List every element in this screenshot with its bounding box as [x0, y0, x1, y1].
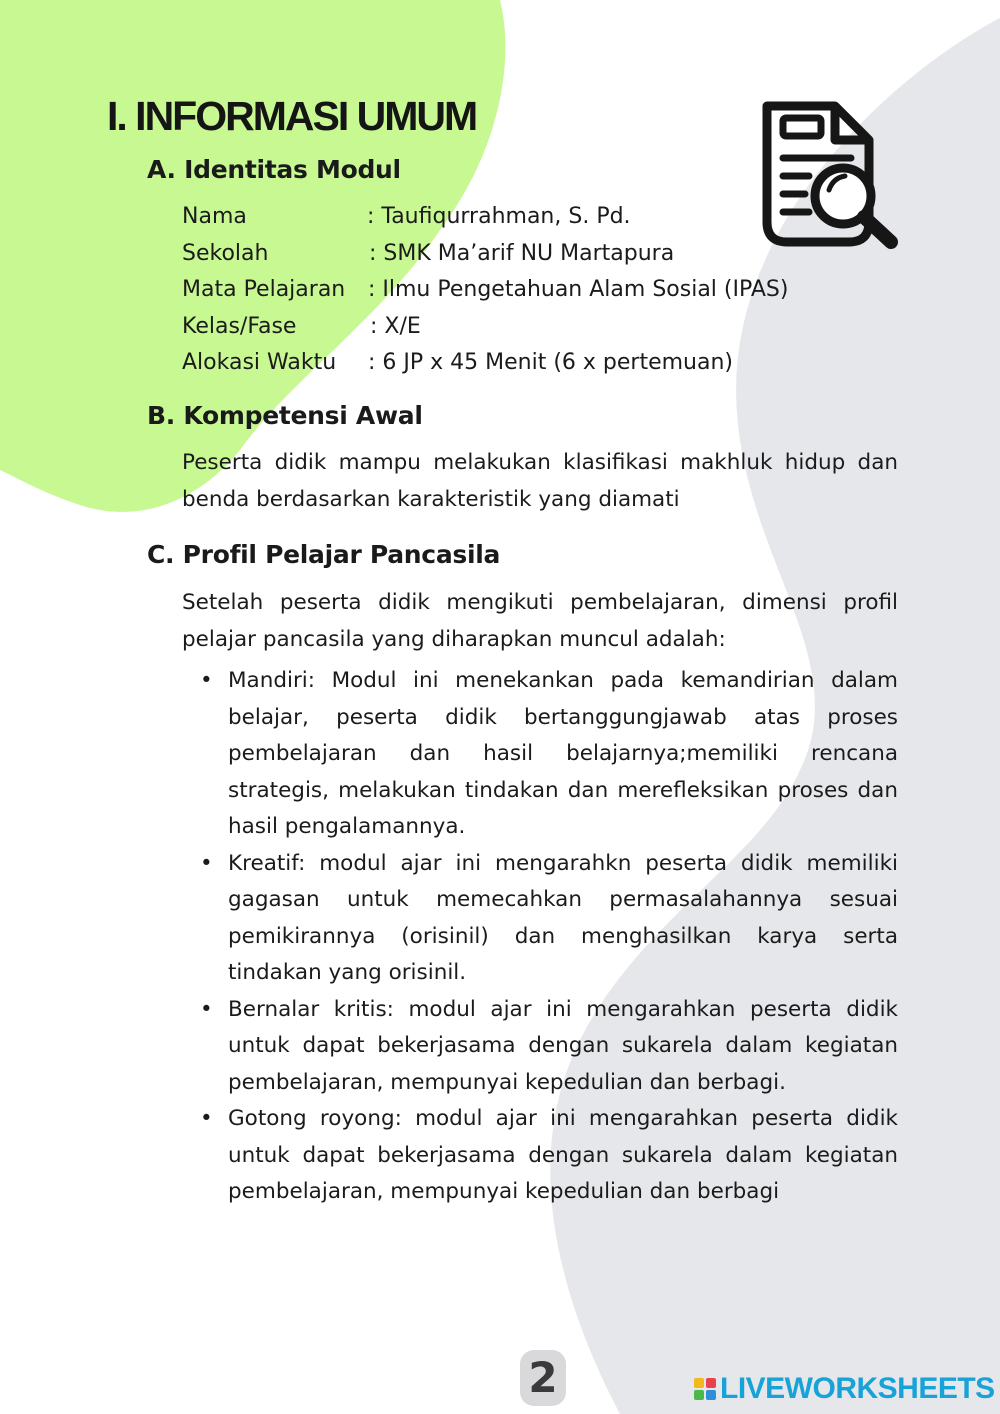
badge-letter	[694, 1390, 704, 1400]
list-item	[200, 992, 898, 1102]
profil-intro-text: Setelah peserta didik mengikuti pembelajaran, dimensi profil pelajar pancasila yang diharapkan muncul adalah:	[182, 590, 898, 652]
badge-letter	[694, 1378, 704, 1388]
list-item-text: Kreatif: modul ajar ini mengarahkn peserta didik memiliki gagasan untuk memecahkan permasalahannya sesuai pemikirannya (orisinil) dan menghasilkan karya serta tindakan yang orisinil.	[228, 850, 898, 985]
kompetensi-text: Peserta didik mampu melakukan klasifikasi makhluk hidup dan benda berdasarkan karakteristik yang diamati	[182, 450, 898, 512]
bullet-icon: •	[200, 1106, 213, 1131]
badge-letter	[706, 1390, 716, 1400]
bullet-icon: •	[200, 996, 213, 1022]
identitas-value: : Ilmu Pengetahuan Alam Sosial (IPAS)	[368, 277, 789, 302]
bullet-icon: •	[200, 850, 213, 876]
identitas-value: : SMK Ma’arif NU Martapura	[369, 240, 675, 266]
section-heading-kompetensi: B. Kompetensi Awal	[147, 401, 423, 430]
profil-list	[200, 663, 898, 1211]
watermark-text: LIVEWORKSHEETS	[720, 1372, 995, 1405]
list-item-text: Bernalar kritis: modul ajar ini mengarahkan peserta didik untuk dapat bekerjasama dengan sukarela dalam kegiatan pembelajaran, mempunyai kepedulian dan berbagi.	[228, 996, 898, 1095]
identitas-label: Alokasi Waktu	[182, 350, 337, 375]
document-search-icon	[757, 98, 905, 250]
list-item-text: Gotong royong: modul ajar ini mengarahkan peserta didik untuk dapat bekerjasama dengan sukarela dalam kegiatan pembelajaran, mempunyai kepedulian dan berbagi	[228, 1106, 898, 1204]
logo-badge-icon	[694, 1378, 716, 1400]
identitas-value: : Taufiqurrahman, S. Pd.	[367, 204, 631, 229]
list-item-text: Mandiri: Modul ini menekankan pada kemandirian dalam belajar, peserta didik bertanggungjawab atas proses pembelajaran dan hasil belajarnya;memiliki rencana strategis, melakukan tindakan dan merefleksikan proses dan hasil pengalamannya.	[228, 668, 898, 839]
identitas-label: Sekolah	[182, 240, 269, 266]
page-number: 2	[520, 1350, 566, 1406]
identitas-label: Mata Pelajaran	[182, 277, 346, 302]
identitas-value: : X/E	[370, 313, 421, 339]
section-heading-identitas: A. Identitas Modul	[147, 155, 401, 184]
badge-letter	[706, 1378, 716, 1388]
list-item	[200, 1101, 898, 1211]
liveworksheets-logo	[694, 1373, 995, 1405]
bullet-icon: •	[200, 668, 213, 693]
identitas-label: Kelas/Fase	[182, 313, 297, 339]
identitas-value: : 6 JP x 45 Menit (6 x pertemuan)	[368, 350, 734, 375]
section-heading-profil: C. Profil Pelajar Pancasila	[147, 540, 501, 569]
page-title: I. INFORMASI UMUM	[107, 93, 477, 139]
list-item	[200, 663, 898, 846]
identitas-label: Nama	[182, 204, 247, 229]
list-item	[200, 846, 898, 992]
